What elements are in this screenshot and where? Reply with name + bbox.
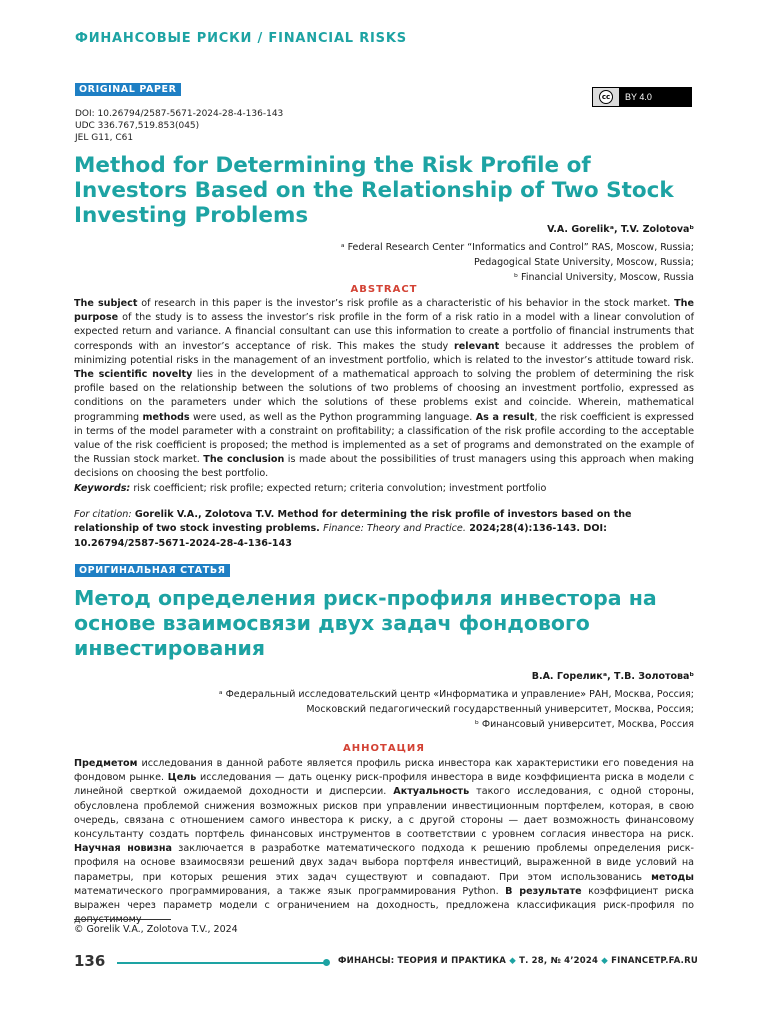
authors-en: V.A. Gorelikᵃ, T.V. Zolotovaᵇ bbox=[547, 224, 694, 235]
abstract-text: , the risk coefficient is expressed in terms of the model parameter with a constraint on profitability; a classification of the risk profile according to the acceptable value of the risk coefficient is proposed; the method is implemented as a set of programs and demonstrated on the example of the Russian stock market. bbox=[74, 411, 694, 466]
article-title-ru: Метод определения риск-профиля инвестора на основе взаимосвязи двух задач фондового инвестирования bbox=[74, 586, 657, 660]
abstract-text: заключается в разработке математического подхода к решению проблемы определения риск-профиля на основе взаимосвязи решений двух задач выбора портфеля инвестиций, выраженной в виде условий на параметры, при которых решения этих задач существуют и совпадают. При этом использованись bbox=[74, 843, 695, 883]
keywords-label: Keywords: bbox=[74, 482, 131, 494]
abstract-text: такого исследования, с одной стороны, обусловлена проблемой снижения возможных рисков при управлении инвестиционным портфелем, которая, в свою очередь, связана с отношением самого инвестора к риску, а с другой стороны — дает возможность финансовому консультанту создать портфель финансовых инструментов в соответствии с уровнем согласия инвестора на риск. bbox=[74, 786, 695, 841]
authors-ru: В.А. Гореликᵃ, Т.В. Золотоваᵇ bbox=[531, 671, 694, 682]
abstract-en bbox=[74, 297, 694, 496]
citation-label: For citation: bbox=[74, 509, 132, 520]
article-meta bbox=[75, 108, 283, 144]
abstract-text: of the study is to assess the investor’s risk profile in the form of a risk ratio in a model with a linear convolution of expected return and variance. A financial consultant can use this information to create a portfolio of financial instruments that corresponds with an investor’s acceptance of risk. This makes the study bbox=[74, 312, 694, 352]
license-label: BY 4.0 bbox=[625, 92, 652, 102]
abstract-label: методы bbox=[651, 871, 694, 883]
abstract-label: В результате bbox=[505, 885, 582, 897]
abstract-text: исследования в данной работе является профиль риска инвестора как характеристики его поведения на фондовом рынке. bbox=[74, 758, 694, 784]
footer-journal: ФИНАНСЫ: ТЕОРИЯ И ПРАКТИКА bbox=[338, 956, 507, 966]
abstract-label: Научная новизна bbox=[74, 843, 172, 855]
abstract-label: The purpose bbox=[74, 298, 694, 324]
abstract-text: because it addresses the problem of minimizing potential risks in the management of an investment portfolio, which is related to the investor’s attitude toward risk. bbox=[74, 340, 694, 366]
footnote-divider bbox=[74, 919, 171, 920]
abstract-label: The conclusion bbox=[203, 454, 285, 466]
udc: UDC 336.767,519.853(045) bbox=[75, 121, 200, 131]
abstract-label: relevant bbox=[454, 340, 500, 352]
footer-issue: Т. 28, № 4’2024 bbox=[515, 956, 602, 966]
abstract-text: lies in the development of a mathematical approach to solving the problem of determining the risk profile based on the relationship between the solutions of two problems of choosing an investment portfolio, expressed as conditions on the parameters under which the solutions of these problems exist and coincide. Wherein, mathematical programming bbox=[74, 369, 694, 423]
license-badge[interactable] bbox=[592, 87, 692, 107]
abstract-label: The scientific novelty bbox=[74, 369, 193, 381]
journal-section-header: ФИНАНСОВЫЕ РИСКИ / FINANCIAL RISKS bbox=[75, 31, 407, 46]
footer-site[interactable]: FINANCETP.FA.RU bbox=[608, 956, 698, 966]
affiliation-line: ᵇ Financial University, Moscow, Russia bbox=[513, 272, 694, 283]
diamond-icon: ◆ bbox=[601, 956, 608, 966]
cc-icon-glyph: cc bbox=[599, 90, 613, 104]
affiliation-line: Pedagogical State University, Moscow, Russia; bbox=[474, 257, 694, 268]
jel: JEL G11, C61 bbox=[75, 133, 134, 143]
abstract-label: methods bbox=[142, 411, 190, 423]
abstract-text: of research in this paper is the investor’s risk profile as a characteristic of his behavior in the stock market. bbox=[137, 298, 675, 309]
running-footer bbox=[338, 956, 698, 966]
citation-journal: Finance: Theory and Practice. bbox=[323, 523, 466, 535]
original-paper-badge-ru: ОРИГИНАЛЬНАЯ СТАТЬЯ bbox=[75, 564, 230, 577]
footer-dot bbox=[323, 959, 330, 966]
abstract-label: As a result bbox=[475, 411, 535, 423]
abstract-label: The subject bbox=[74, 298, 138, 309]
abstract-text: were used, as well as the Python programming language. bbox=[189, 411, 476, 423]
affiliations-ru bbox=[219, 687, 694, 732]
abstract-text: исследования — дать оценку риск-профиля инвестора в виде коэффициента риска в модели с линейной сверткой ожидаемой доходности и дисперсии. bbox=[74, 772, 694, 798]
cc-icon bbox=[593, 88, 619, 106]
abstract-text: is made about the possibilities of trust managers using this approach when making decisions on choosing the best portfolio. bbox=[74, 454, 694, 480]
abstract-text: математического программирования, а также язык программирования Python. bbox=[74, 885, 506, 897]
affiliation-line: ᵇ Финансовый университет, Москва, Россия bbox=[474, 719, 694, 730]
copyright-note: © Gorelik V.A., Zolotova T.V., 2024 bbox=[74, 924, 238, 935]
citation-en bbox=[74, 508, 694, 551]
diamond-icon: ◆ bbox=[509, 956, 516, 966]
abstract-heading-ru: АННОТАЦИЯ bbox=[343, 743, 425, 754]
abstract-heading-en: ABSTRACT bbox=[350, 284, 418, 295]
affiliation-line: ᵃ Federal Research Center “Informatics and Control” RAS, Moscow, Russia; bbox=[340, 242, 694, 253]
abstract-ru bbox=[74, 757, 694, 915]
affiliations-en bbox=[341, 240, 694, 285]
footer-rule bbox=[117, 962, 327, 964]
citation-text: Gorelik V.A., Zolotova T.V. Method for determining the risk profile of investors based on the relationship of two stock investing problems. bbox=[74, 509, 632, 535]
abstract-label: Предметом bbox=[74, 758, 138, 769]
affiliation-line: ᵃ Федеральный исследовательский центр «Информатика и управление» РАН, Москва, Россия; bbox=[218, 689, 694, 700]
affiliation-line: Московский педагогический государственный университет, Москва, Россия; bbox=[306, 704, 694, 715]
keywords-text: risk coefficient; risk profile; expected return; criteria convolution; investment portfolio bbox=[130, 482, 547, 494]
page-number: 136 bbox=[74, 952, 106, 970]
abstract-label: Актуальность bbox=[393, 786, 470, 798]
doi[interactable]: DOI: 10.26794/2587-5671-2024-28-4-136-143 bbox=[75, 109, 284, 119]
abstract-label: Цель bbox=[167, 772, 197, 784]
citation-rest: 2024;28(4):136-143. DOI: 10.26794/2587-5671-2024-28-4-136-143 bbox=[74, 523, 607, 549]
abstract-text: коэффициент риска выражен через параметр модели с ограничением на доходность, предложена классификация риск-профиля по bbox=[74, 885, 694, 912]
article-title-en: Method for Determining the Risk Profile of Investors Based on the Relationship of Two Stock Investing Problems bbox=[74, 153, 674, 228]
original-paper-badge: ORIGINAL PAPER bbox=[75, 83, 181, 96]
